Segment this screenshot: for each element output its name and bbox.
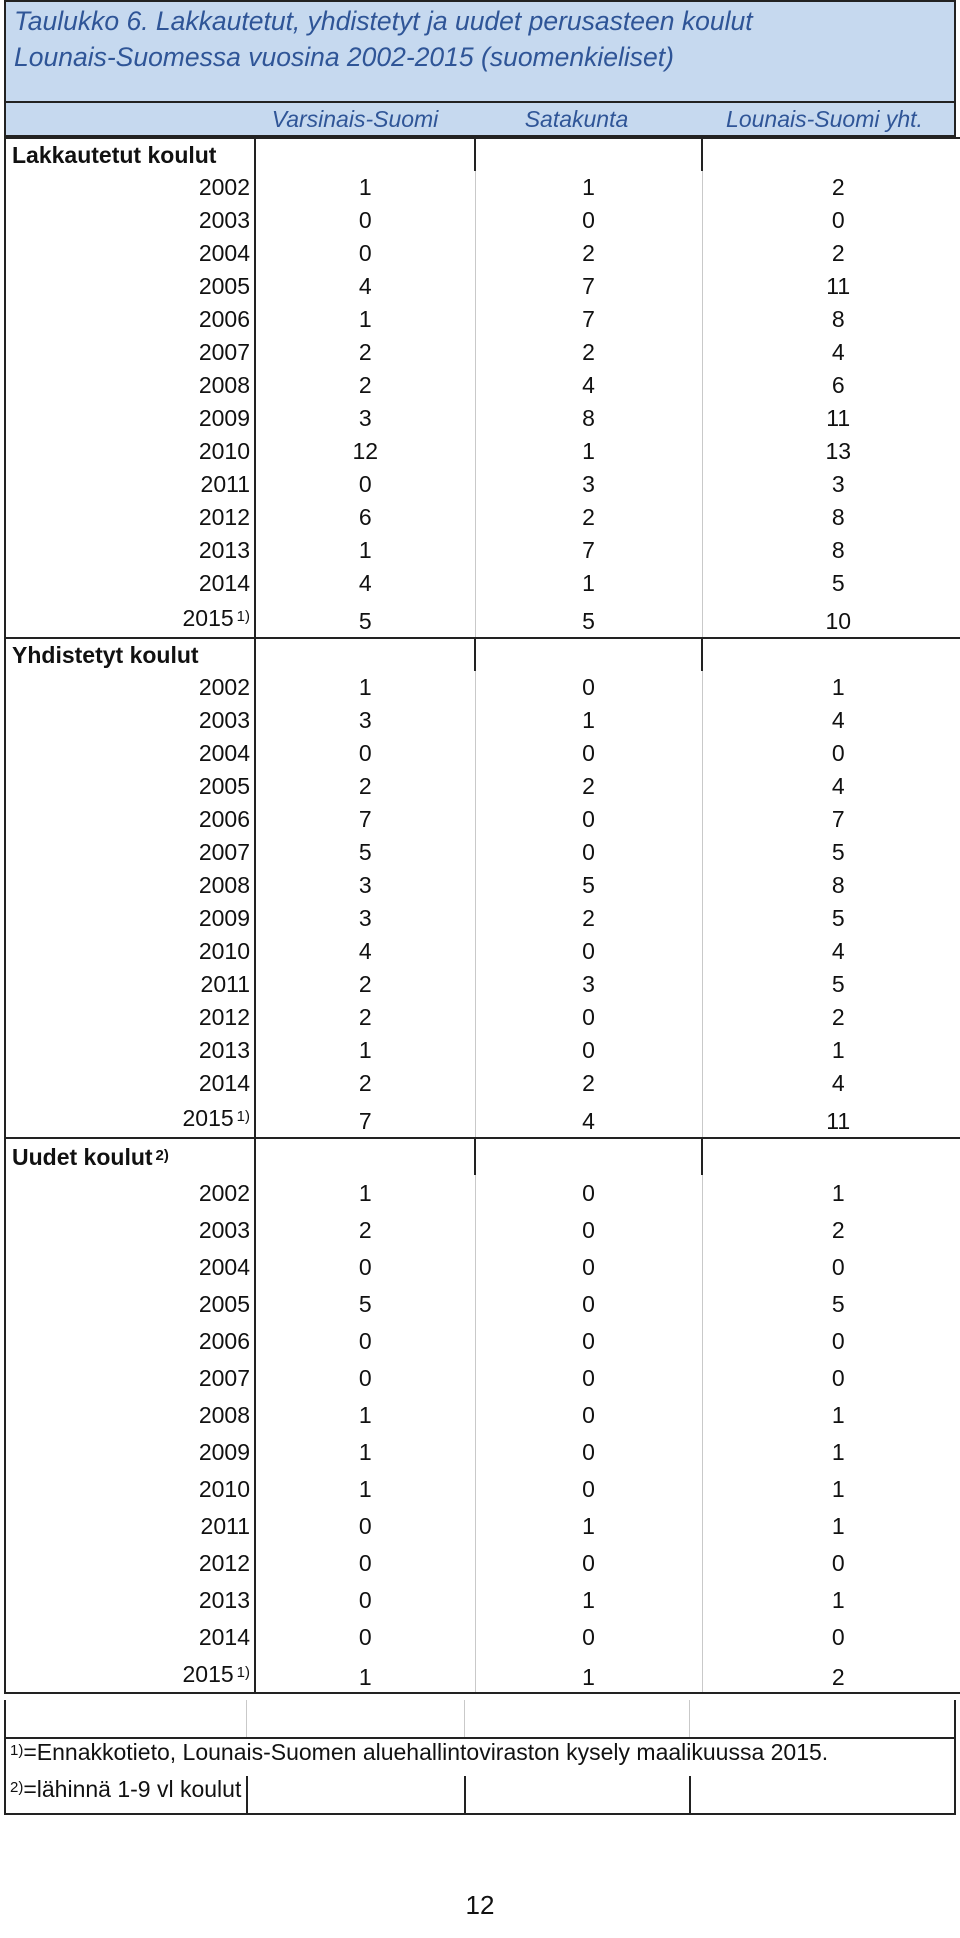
table-row (5, 1360, 960, 1397)
year-label: 2011 (200, 1513, 250, 1539)
value-cell: 7 (255, 803, 475, 836)
year-cell (5, 1323, 255, 1360)
year-cell (5, 704, 255, 737)
value-cell: 3 (255, 902, 475, 935)
year-label: 2015 (182, 1105, 234, 1131)
table-row (5, 902, 960, 935)
value-cell: 2 (255, 369, 475, 402)
value-cell: 2 (475, 902, 702, 935)
year-cell (5, 171, 255, 204)
column-header-satakunta: Satakunta (524, 106, 629, 132)
value-cell: 2 (702, 171, 960, 204)
value-cell: 1 (255, 1034, 475, 1067)
value-cell: 3 (255, 869, 475, 902)
year-cell (5, 1034, 255, 1067)
value-cell: 5 (702, 567, 960, 600)
value-cell: 4 (702, 1067, 960, 1100)
year-label: 2005 (198, 773, 250, 799)
year-label: 2009 (198, 405, 250, 431)
value-cell: 10 (702, 600, 960, 638)
table-row (5, 237, 960, 270)
year-cell (5, 369, 255, 402)
year-cell (5, 737, 255, 770)
value-cell: 0 (475, 1434, 702, 1471)
section-label-text: Lakkautetut koulut (12, 141, 217, 168)
value-cell: 5 (702, 1286, 960, 1323)
value-cell: 13 (702, 435, 960, 468)
table-row (5, 171, 960, 204)
table-row (5, 671, 960, 704)
table-row (5, 600, 960, 638)
value-cell: 1 (255, 534, 475, 567)
year-label: 2012 (198, 504, 250, 530)
value-cell: 5 (702, 902, 960, 935)
value-cell: 0 (475, 935, 702, 968)
value-cell: 2 (475, 1067, 702, 1100)
year-label: 2011 (200, 971, 250, 997)
table-row (5, 1034, 960, 1067)
table-row (5, 1212, 960, 1249)
year-label: 2003 (198, 1217, 250, 1243)
footnote-1 (4, 1737, 956, 1776)
year-cell (5, 1545, 255, 1582)
section-empty-cell (255, 1138, 475, 1175)
value-cell: 0 (255, 1508, 475, 1545)
year-cell (5, 1249, 255, 1286)
year-cell (5, 1212, 255, 1249)
year-label: 2007 (198, 339, 250, 365)
value-cell: 4 (475, 1100, 702, 1138)
value-cell: 1 (702, 1471, 960, 1508)
footnote-2-text: =lähinnä 1-9 vl koulut (23, 1776, 242, 1802)
table-row (5, 1656, 960, 1693)
table-title-line-1: Taulukko 6. Lakkautetut, yhdistetyt ja uudet perusasteen koulut (14, 6, 753, 36)
section-empty-cell (702, 1138, 960, 1175)
table-row (5, 534, 960, 567)
value-cell: 1 (255, 1434, 475, 1471)
value-cell: 1 (702, 1175, 960, 1212)
value-cell: 0 (255, 237, 475, 270)
section-empty-cell (475, 138, 702, 171)
value-cell: 2 (702, 1212, 960, 1249)
value-cell: 2 (475, 501, 702, 534)
year-label: 2007 (198, 839, 250, 865)
value-cell: 4 (255, 270, 475, 303)
value-cell: 2 (475, 770, 702, 803)
table-row (5, 204, 960, 237)
value-cell: 8 (702, 534, 960, 567)
value-cell: 2 (255, 1212, 475, 1249)
value-cell: 2 (255, 968, 475, 1001)
value-cell: 0 (475, 204, 702, 237)
year-cell (5, 534, 255, 567)
column-header-row (4, 103, 956, 137)
table-row (5, 1471, 960, 1508)
value-cell: 2 (702, 1656, 960, 1693)
year-label: 2011 (200, 471, 250, 497)
value-cell: 0 (255, 204, 475, 237)
value-cell: 0 (475, 1323, 702, 1360)
year-cell (5, 402, 255, 435)
year-label: 2008 (198, 872, 250, 898)
value-cell: 4 (255, 935, 475, 968)
value-cell: 5 (255, 1286, 475, 1323)
year-label: 2014 (198, 1624, 250, 1650)
year-label: 2009 (198, 1439, 250, 1465)
year-label: 2005 (198, 273, 250, 299)
value-cell: 0 (475, 1286, 702, 1323)
value-cell: 0 (475, 836, 702, 869)
year-label: 2012 (198, 1004, 250, 1030)
value-cell: 0 (475, 1212, 702, 1249)
section-empty-cell (702, 138, 960, 171)
value-cell: 3 (255, 704, 475, 737)
value-cell: 4 (702, 704, 960, 737)
value-cell: 0 (475, 1001, 702, 1034)
year-cell (5, 935, 255, 968)
blank-row (4, 1700, 956, 1737)
year-cell (5, 501, 255, 534)
value-cell: 1 (475, 1582, 702, 1619)
value-cell: 4 (702, 935, 960, 968)
value-cell: 2 (702, 237, 960, 270)
year-cell (5, 567, 255, 600)
section-row (5, 638, 960, 671)
value-cell: 1 (475, 704, 702, 737)
value-cell: 2 (475, 336, 702, 369)
value-cell: 8 (702, 501, 960, 534)
year-label: 2002 (198, 174, 250, 200)
table-row (5, 1508, 960, 1545)
value-cell: 0 (475, 737, 702, 770)
value-cell: 5 (702, 836, 960, 869)
value-cell: 3 (255, 402, 475, 435)
value-cell: 11 (702, 270, 960, 303)
year-cell (5, 237, 255, 270)
value-cell: 1 (255, 1175, 475, 1212)
value-cell: 7 (475, 534, 702, 567)
year-label: 2006 (198, 806, 250, 832)
year-cell (5, 468, 255, 501)
table-row (5, 402, 960, 435)
value-cell: 0 (475, 803, 702, 836)
year-label: 2013 (198, 537, 250, 563)
value-cell: 1 (255, 671, 475, 704)
table-row (5, 468, 960, 501)
table-title-line-2: Lounais-Suomessa vuosina 2002-2015 (suomenkieliset) (14, 42, 674, 72)
year-cell (5, 1175, 255, 1212)
year-label: 2012 (198, 1550, 250, 1576)
column-header-varsinais-suomi: Varsinais-Suomi (271, 106, 439, 132)
value-cell: 3 (475, 468, 702, 501)
value-cell: 0 (255, 1249, 475, 1286)
section-empty-cell (702, 638, 960, 671)
table-row (5, 567, 960, 600)
table-row (5, 1397, 960, 1434)
value-cell: 8 (702, 869, 960, 902)
year-cell (5, 1360, 255, 1397)
value-cell: 1 (475, 1656, 702, 1693)
value-cell: 2 (475, 237, 702, 270)
year-cell (5, 1656, 255, 1693)
value-cell: 1 (475, 435, 702, 468)
value-cell: 3 (475, 968, 702, 1001)
year-label: 2010 (198, 438, 250, 464)
value-cell: 0 (702, 1545, 960, 1582)
year-cell (5, 204, 255, 237)
value-cell: 1 (255, 1656, 475, 1693)
value-cell: 1 (475, 171, 702, 204)
table-row (5, 770, 960, 803)
year-cell (5, 1582, 255, 1619)
year-cell (5, 600, 255, 638)
year-label: 2002 (198, 674, 250, 700)
table-row (5, 704, 960, 737)
table-row (5, 935, 960, 968)
value-cell: 8 (475, 402, 702, 435)
value-cell: 0 (702, 1323, 960, 1360)
year-cell (5, 1286, 255, 1323)
table-row (5, 501, 960, 534)
footnote-2-mark: 2) (10, 1779, 24, 1796)
value-cell: 1 (255, 303, 475, 336)
year-label: 2003 (198, 207, 250, 233)
value-cell: 4 (702, 336, 960, 369)
year-label: 2007 (198, 1365, 250, 1391)
section-empty-cell (255, 638, 475, 671)
year-cell (5, 1434, 255, 1471)
section-label-text: Yhdistetyt koulut (12, 641, 199, 668)
section-footnote-mark: 2) (155, 1146, 169, 1164)
value-cell: 0 (255, 1582, 475, 1619)
value-cell: 0 (475, 1034, 702, 1067)
section-row (5, 1138, 960, 1175)
value-cell: 3 (702, 468, 960, 501)
section-label (5, 138, 255, 171)
value-cell: 0 (702, 204, 960, 237)
value-cell: 5 (255, 600, 475, 638)
table-row (5, 369, 960, 402)
value-cell: 0 (702, 1249, 960, 1286)
value-cell: 7 (702, 803, 960, 836)
table-row (5, 1067, 960, 1100)
value-cell: 8 (702, 303, 960, 336)
value-cell: 0 (255, 1545, 475, 1582)
year-cell (5, 1001, 255, 1034)
table-row (5, 1249, 960, 1286)
table-row (5, 869, 960, 902)
section-label (5, 638, 255, 671)
year-cell (5, 968, 255, 1001)
data-table (4, 137, 960, 1694)
value-cell: 2 (255, 1067, 475, 1100)
value-cell: 11 (702, 402, 960, 435)
value-cell: 5 (702, 968, 960, 1001)
year-label: 2009 (198, 905, 250, 931)
value-cell: 2 (255, 1001, 475, 1034)
section-empty-cell (475, 1138, 702, 1175)
value-cell: 0 (702, 1360, 960, 1397)
value-cell: 0 (475, 1397, 702, 1434)
value-cell: 1 (702, 1034, 960, 1067)
year-label: 2013 (198, 1587, 250, 1613)
table-row (5, 836, 960, 869)
table-row (5, 1286, 960, 1323)
column-header-lounais-suomi-total: Lounais-Suomi yht. (726, 106, 923, 132)
table-row (5, 803, 960, 836)
value-cell: 2 (255, 770, 475, 803)
year-cell (5, 1619, 255, 1656)
value-cell: 0 (475, 1360, 702, 1397)
year-label: 2003 (198, 707, 250, 733)
value-cell: 1 (702, 1582, 960, 1619)
footnote-1-mark: 1) (10, 1742, 24, 1759)
value-cell: 5 (255, 836, 475, 869)
value-cell: 5 (475, 600, 702, 638)
year-cell (5, 1397, 255, 1434)
value-cell: 0 (255, 737, 475, 770)
table-row (5, 1001, 960, 1034)
value-cell: 0 (702, 1619, 960, 1656)
year-cell (5, 1100, 255, 1138)
year-label: 2014 (198, 1070, 250, 1096)
section-empty-cell (255, 138, 475, 171)
year-label: 2006 (198, 306, 250, 332)
value-cell: 0 (475, 1619, 702, 1656)
year-label: 2002 (198, 1180, 250, 1206)
section-label (5, 1138, 255, 1175)
table-row (5, 1619, 960, 1656)
section-row (5, 138, 960, 171)
value-cell: 5 (475, 869, 702, 902)
year-cell (5, 1508, 255, 1545)
table-row (5, 1434, 960, 1471)
year-label: 2004 (198, 740, 250, 766)
year-label: 2006 (198, 1328, 250, 1354)
year-footnote-mark: 1) (236, 1108, 250, 1125)
year-label: 2015 (182, 1660, 234, 1687)
value-cell: 2 (702, 1001, 960, 1034)
value-cell: 0 (255, 1323, 475, 1360)
year-cell (5, 336, 255, 369)
year-cell (5, 1067, 255, 1100)
value-cell: 0 (255, 468, 475, 501)
value-cell: 0 (255, 1360, 475, 1397)
value-cell: 1 (702, 671, 960, 704)
value-cell: 4 (475, 369, 702, 402)
value-cell: 1 (255, 1471, 475, 1508)
year-cell (5, 671, 255, 704)
table-row (5, 270, 960, 303)
value-cell: 0 (475, 1545, 702, 1582)
year-cell (5, 902, 255, 935)
value-cell: 1 (475, 567, 702, 600)
table-row (5, 1175, 960, 1212)
value-cell: 7 (475, 270, 702, 303)
year-label: 2004 (198, 1254, 250, 1280)
table-row (5, 737, 960, 770)
value-cell: 0 (255, 1619, 475, 1656)
value-cell: 0 (702, 737, 960, 770)
year-label: 2015 (182, 605, 234, 631)
year-cell (5, 1471, 255, 1508)
year-cell (5, 435, 255, 468)
year-label: 2008 (198, 372, 250, 398)
year-cell (5, 836, 255, 869)
year-label: 2004 (198, 240, 250, 266)
table-row (5, 303, 960, 336)
year-label: 2010 (198, 938, 250, 964)
value-cell: 1 (702, 1508, 960, 1545)
section-empty-cell (475, 638, 702, 671)
year-cell (5, 270, 255, 303)
year-label: 2010 (198, 1476, 250, 1502)
value-cell: 1 (255, 171, 475, 204)
year-cell (5, 803, 255, 836)
year-label: 2014 (198, 570, 250, 596)
year-footnote-mark: 1) (236, 1663, 250, 1681)
section-label-text: Uudet koulut (12, 1143, 153, 1170)
value-cell: 11 (702, 1100, 960, 1138)
value-cell: 0 (475, 671, 702, 704)
table-row (5, 968, 960, 1001)
year-cell (5, 770, 255, 803)
table-row (5, 1545, 960, 1582)
value-cell: 4 (702, 770, 960, 803)
value-cell: 0 (475, 1471, 702, 1508)
title-box (4, 0, 956, 103)
value-cell: 1 (702, 1434, 960, 1471)
value-cell: 2 (255, 336, 475, 369)
year-label: 2005 (198, 1291, 250, 1317)
value-cell: 0 (475, 1175, 702, 1212)
table-row (5, 1100, 960, 1138)
table-row (5, 435, 960, 468)
value-cell: 7 (475, 303, 702, 336)
value-cell: 12 (255, 435, 475, 468)
year-footnote-mark: 1) (236, 608, 250, 625)
value-cell: 4 (255, 567, 475, 600)
page-number: 12 (465, 1890, 495, 1920)
table-row (5, 1323, 960, 1360)
year-label: 2013 (198, 1037, 250, 1063)
value-cell: 1 (475, 1508, 702, 1545)
value-cell: 7 (255, 1100, 475, 1138)
footnote-2 (4, 1776, 956, 1815)
value-cell: 1 (702, 1397, 960, 1434)
year-label: 2008 (198, 1402, 250, 1428)
table-row (5, 1582, 960, 1619)
table-row (5, 336, 960, 369)
value-cell: 6 (255, 501, 475, 534)
value-cell: 6 (702, 369, 960, 402)
value-cell: 1 (255, 1397, 475, 1434)
footnote-1-text: =Ennakkotieto, Lounais-Suomen aluehallintoviraston kysely maalikuussa 2015. (23, 1739, 829, 1765)
year-cell (5, 303, 255, 336)
value-cell: 0 (475, 1249, 702, 1286)
year-cell (5, 869, 255, 902)
